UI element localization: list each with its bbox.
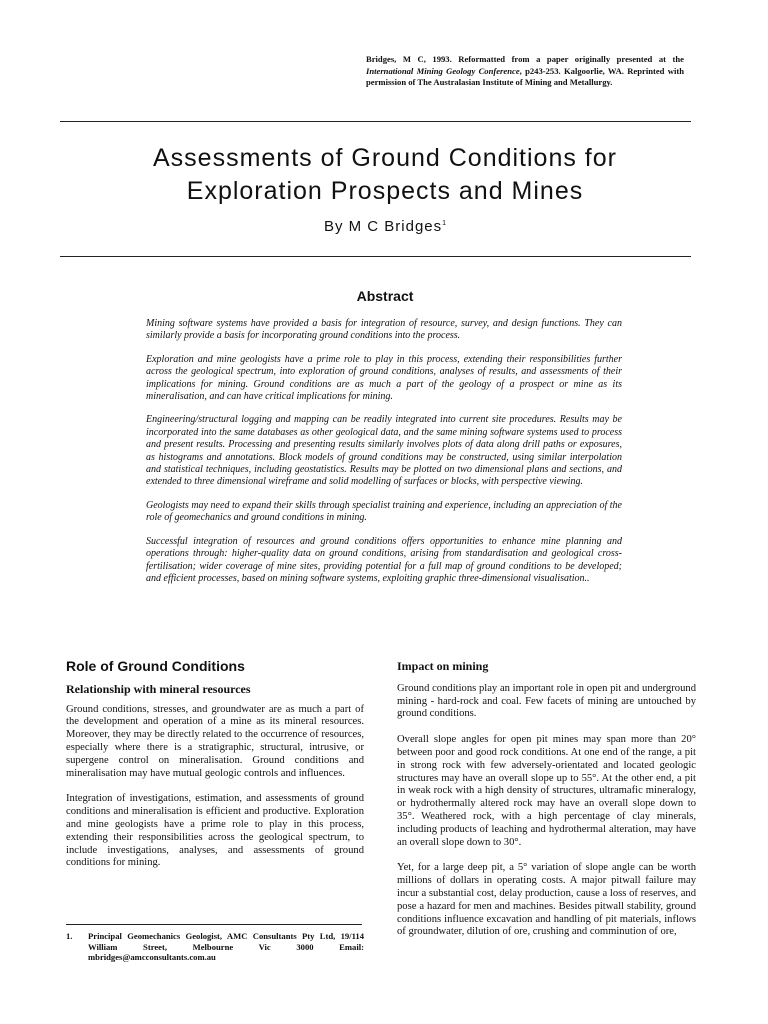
abstract-paragraph: Successful integration of resources and ground conditions offers opportunities to enhance mine planning and operations through: higher-quality data on ground conditions, arising from standardisation and geological cross-fertilisation; wider coverage of mine sites, providing potential for a full map of ground conditions to be developed; and efficient processes, based on mining software systems, exploiting graphic three-dimensional visualisation.. xyxy=(146,535,622,584)
body-paragraph: Overall slope angles for open pit mines may span more than 20° between poor and good rock conditions. At one end of the range, a pit in strong rock with few adversely-orientated and located geologic structures may have an overall slope up to 55°. At the other end, a pit in weak rock with a high density of structures, ultramafic mineralogy, or hydrothermally altered rock may have an overall slope down to 35°. Weathered rock, with a high percentage of clay minerals, including products of leaching and hydrothermal alteration, may have an overall slope down to 30°. xyxy=(397,734,696,848)
abstract-paragraph: Exploration and mine geologists have a prime role to play in this process, extending their responsibilities further across the geological spectrum, into exploration of ground conditions, analyses of results, and assessments of their implications for mining. Ground conditions are as much a part of the geology of a prospect or mine as its mineralisation, and can have critical implications for mining. xyxy=(146,353,622,403)
subsection-heading: Impact on mining xyxy=(397,659,489,673)
byline xyxy=(60,218,710,235)
right-column xyxy=(397,660,696,952)
abstract-paragraph: Mining software systems have provided a basis for integration of resource, survey, and design functions. They can similarly provide a basis for incorporating ground conditions into the process. xyxy=(146,318,622,342)
abstract-heading: Abstract xyxy=(356,288,414,304)
citation-lead: Bridges, M C, 1993. Reformatted from a paper originally presented at the xyxy=(366,54,684,64)
body-paragraph: Integration of investigations, estimation, and assessments of ground conditions and mineralisation is efficient and productive. Exploration and mine geologists have a prime role to play in this process, extending their responsibilities across the geological spectrum, to include investigations, analyses, and assessments of ground conditions for mining. xyxy=(66,793,364,869)
top-rule xyxy=(60,121,691,122)
body-paragraph: Ground conditions, stresses, and groundwater are as much a part of the development and operation of a mine as its mineral resources. Moreover, they may be directly related to the occurrence of resources, especially where there is a stratigraphic, structural, intrusive, or supergene control on mineralisation. Ground conditions and mineralisation may have mutual geologic controls and influences. xyxy=(66,703,364,779)
title-line-2: Exploration Prospects and Mines xyxy=(186,177,584,205)
citation-conference: International Mining Geology Conference xyxy=(366,65,520,76)
author-footnote-mark: 1 xyxy=(442,220,447,227)
abstract-body xyxy=(146,318,622,596)
footnote-rule xyxy=(66,924,362,925)
abstract-paragraph: Engineering/structural logging and mapping can be readily integrated into current site procedures. Results may be incorporated into the same databases as other geological data, and the same mining software systems used to process and present results. Processing and presenting results similarly involves plots of data along drill paths or exposures, as histograms and annotations. Block models of ground conditions may be constructed, using similar interpolation and statistical techniques, including geostatistics. Results may be plotted on two dimensional plans and sections, and extended to three dimensional wireframe and solid modelling of surfaces or blocks, with perspective viewing. xyxy=(146,414,622,488)
body-paragraph: Ground conditions play an important role in open pit and underground mining - hard-rock and coal. Few facets of mining are untouched by ground conditions. xyxy=(397,682,696,720)
footnote-number: 1. xyxy=(66,931,73,941)
body-paragraph: Yet, for a large deep pit, a 5° variation of slope angle can be worth millions of dollars in operating costs. A major pitwall failure may incur a substantial cost, delay production, cause a loss of reserves, and pose a hazard for men and machines. Besides pitwall stability, ground conditions influence excavation and handling of pit materials, inflows of groundwater, dilution of ore, crushing and comminution of ore, xyxy=(397,862,696,938)
footnote-text: Principal Geomechanics Geologist, AMC Consultants Pty Ltd, 19/114 William Street, Melbourne Vic 3000 Email: mbridges@amcconsultants.com.au xyxy=(88,931,364,962)
subsection-heading: Relationship with mineral resources xyxy=(66,681,251,696)
author-name: By M C Bridges xyxy=(323,218,443,235)
title-bottom-rule xyxy=(60,256,691,257)
paper-title xyxy=(60,142,710,208)
citation-rest: , p243-253. Kalgoorlie, WA. Reprinted with permission of The Australasian Institute of Mining and Metallurgy. xyxy=(366,65,684,87)
citation-note xyxy=(366,54,684,89)
section-heading: Role of Ground Conditions xyxy=(66,658,245,674)
title-line-1: Assessments of Ground Conditions for xyxy=(153,144,617,172)
left-column xyxy=(66,660,364,883)
abstract-paragraph: Geologists may need to expand their skills through specialist training and experience, including an appreciation of the role of geomechanics and ground conditions in mining. xyxy=(146,499,622,524)
footnote xyxy=(66,931,364,963)
